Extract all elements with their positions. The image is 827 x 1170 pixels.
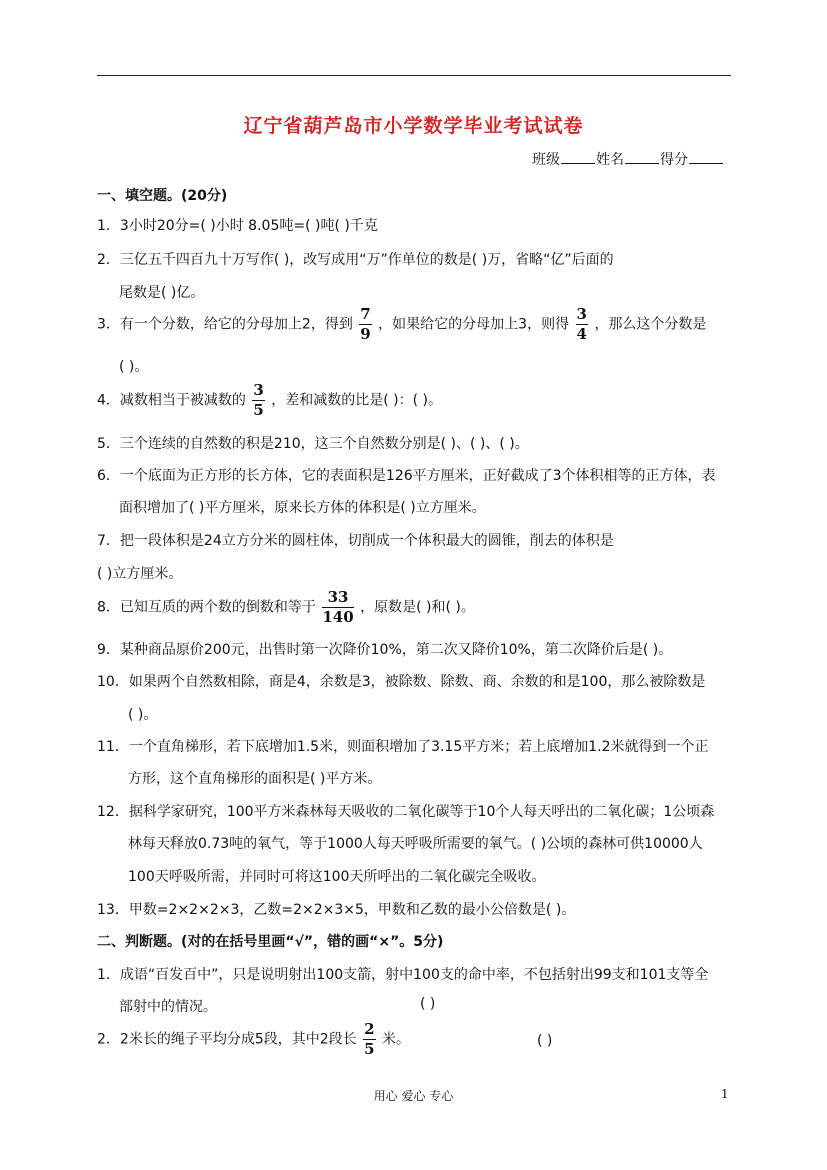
question-3-line-1: 3．有一个分数，给它的分母加上2，得到 $\frac{7}{9}$ ，如果给它的分母加上3，则得 $\frac{3}{4}$ ，那么这个分数是 (97, 305, 707, 343)
question-1: 1．3小时20分=( )小时 8.05吨=( )吨( )千克 (97, 218, 378, 234)
fraction-7-9: $\frac{7}{9}$ (360, 305, 371, 343)
question-11-line-1: 11．一个直角梯形，若下底增加1.5米，则面积增加了3.15平方米；若上底增加1.2米就得到一个正 (97, 739, 709, 755)
question-5: 5．三个连续的自然数的积是210，这三个自然数分别是( )、( )、( )。 (97, 436, 529, 452)
name-label: 姓名 (596, 152, 624, 168)
header-rule (97, 75, 731, 76)
fraction-33-140: $\frac{33}{140}$ (322, 588, 354, 626)
judge-2: 2．2米长的绳子平均分成5段，其中2段长 $\frac{2}{5}$ 米。 (97, 1020, 410, 1058)
question-10-line-2: ( )。 (128, 707, 158, 723)
page-footer: 用心 爱心 专心 (373, 1089, 454, 1103)
section-1-heading: 一、填空题。(20分) (97, 188, 228, 204)
question-3-line-2: ( )。 (119, 359, 149, 375)
section-2-heading: 二、判断题。(对的在括号里画“√”，错的画“×”。5分) (97, 934, 444, 950)
score-label: 得分 (660, 152, 688, 168)
score-blank (689, 151, 723, 164)
question-12-line-1: 12．据科学家研究，100平方米森林每天吸收的二氧化碳等于10个人每天呼出的二氧化碳；1公顷森 (97, 804, 715, 820)
judge-1-answer-blank: ( ) (420, 996, 436, 1012)
question-6-line-2: 面积增加了( )平方厘米，原来长方体的体积是( )立方厘米。 (119, 500, 486, 516)
judge-2-answer-blank: ( ) (537, 1033, 553, 1049)
question-9: 9．某种商品原价200元，出售时第一次降价10%，第二次又降价10%，第二次降价后是( )。 (97, 642, 673, 658)
class-label: 班级 (532, 152, 560, 168)
question-4: 4．减数相当于被减数的 $\frac{3}{5}$ ，差和减数的比是( )：( )。 (97, 381, 443, 419)
class-blank (561, 151, 595, 164)
question-6-line-1: 6．一个底面为正方形的长方体，它的表面积是126平方厘米，正好截成了3个体积相等的正方体，表 (97, 468, 716, 484)
document-title: 辽宁省葫芦岛市小学数学毕业考试试卷 (243, 115, 584, 137)
page-number: 1 (721, 1087, 729, 1101)
question-12-line-3: 100天呼吸所需，并同时可将这100天所呼出的二氧化碳完全吸收。 (128, 869, 546, 885)
question-10-line-1: 10．如果两个自然数相除，商是4，余数是3，被除数、除数、商、余数的和是100，那么被除数是 (97, 674, 706, 690)
question-2-line-2: 尾数是( )亿。 (119, 285, 205, 301)
fraction-2-5: $\frac{2}{5}$ (364, 1020, 375, 1058)
question-12-line-2: 林每天释放0.73吨的氧气，等于1000人每天呼吸所需要的氧气。( )公顷的森林可供10000人 (128, 836, 703, 852)
question-2-line-1: 2．三亿五千四百九十万写作( )，改写成用“万”作单位的数是( )万，省略“亿”后面的 (97, 252, 614, 268)
student-info (532, 149, 724, 169)
fraction-3-5: $\frac{3}{5}$ (253, 381, 264, 419)
question-13: 13．甲数=2×2×2×3，乙数=2×2×3×5，甲数和乙数的最小公倍数是( )。 (97, 902, 576, 918)
judge-1-line-1: 1．成语“百发百中”，只是说明射出100支箭，射中100支的命中率，不包括射出99支和101支等全 (97, 967, 709, 983)
judge-1-line-2: 部射中的情况。 (119, 999, 217, 1015)
question-8: 8．已知互质的两个数的倒数和等于 $\frac{33}{140}$ ，原数是( )和( )。 (97, 588, 475, 626)
fraction-3-4: $\frac{3}{4}$ (576, 305, 587, 343)
question-7-line-2: ( )立方厘米。 (97, 566, 183, 582)
name-blank (625, 151, 659, 164)
question-11-line-2: 方形，这个直角梯形的面积是( )平方米。 (128, 771, 382, 787)
question-7-line-1: 7．把一段体积是24立方分米的圆柱体，切削成一个体积最大的圆锥，削去的体积是 (97, 533, 614, 549)
